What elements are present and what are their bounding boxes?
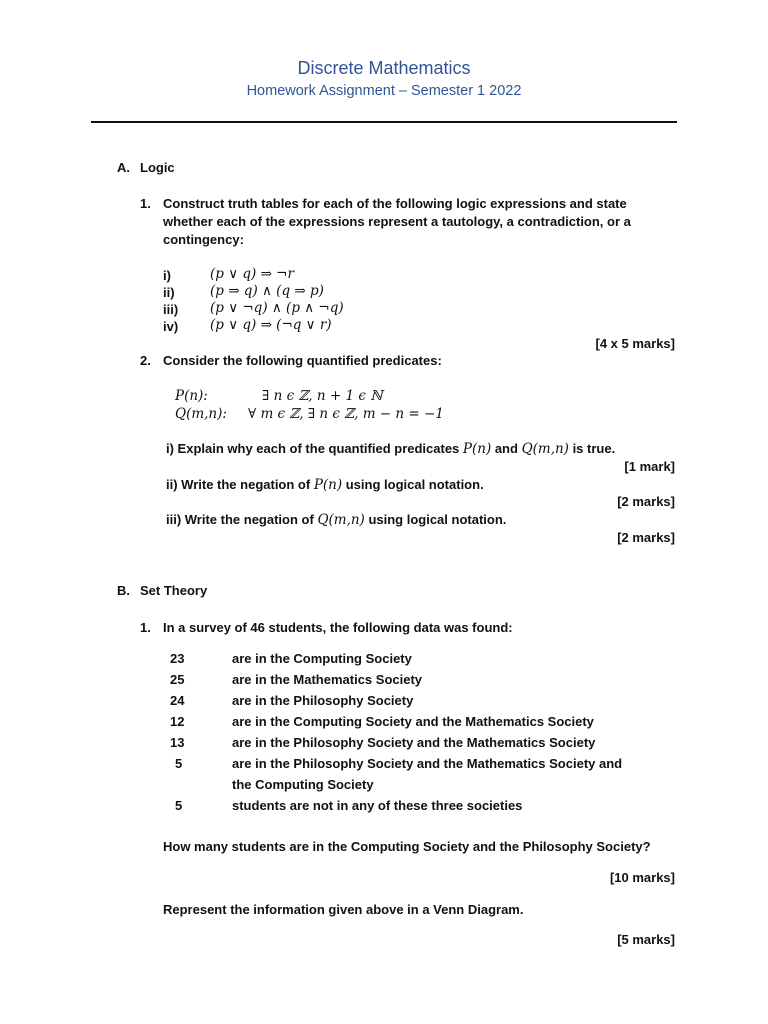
survey-count: 12	[170, 714, 185, 729]
survey-desc: are in the Philosophy Society and the Mathematics Society	[232, 735, 596, 750]
predicate-p-name: P(n):	[175, 388, 208, 404]
question-a2-part-iii	[166, 512, 506, 528]
part-iii-marks: [2 marks]	[617, 530, 675, 545]
part-iii-suffix: using logical notation.	[364, 512, 507, 527]
part-iii-prefix: iii) Write the negation of	[166, 512, 318, 527]
survey-desc: are in the Philosophy Society and the Mathematics Society and	[232, 756, 623, 771]
expr-label-ii: ii)	[163, 285, 175, 300]
part-ii-marks: [2 marks]	[617, 494, 675, 509]
survey-desc-continued: the Computing Society	[232, 777, 374, 792]
survey-count: 5	[175, 798, 183, 813]
question-a1-line-2: whether each of the expressions represent a tautology, a contradiction, or a	[163, 214, 631, 229]
survey-count: 23	[170, 651, 185, 666]
question-b1-ask-marks: [10 marks]	[609, 870, 675, 885]
question-b1-venn: Represent the information given above in a Venn Diagram.	[163, 902, 524, 917]
question-a2-text: Consider the following quantified predicates:	[163, 353, 442, 368]
survey-desc: are in the Mathematics Society	[232, 672, 423, 687]
part-ii-math-p: P(n)	[313, 477, 343, 493]
predicate-p-expression: ∃ n ϵ ℤ, n + 1 ϵ ℕ	[262, 388, 383, 404]
survey-count: 24	[170, 693, 185, 708]
page-subtitle: Homework Assignment – Semester 1 2022	[246, 83, 522, 99]
question-b1-venn-marks: [5 marks]	[617, 932, 675, 947]
part-i-marks: [1 mark]	[624, 459, 675, 474]
expr-label-iv: iv)	[163, 319, 179, 334]
predicate-q-expression: ∀ m ϵ ℤ, ∃ n ϵ ℤ, m − n = −1	[248, 406, 444, 422]
survey-count: 5	[175, 756, 183, 771]
question-b1-ask: How many students are in the Computing Society and the Philosophy Society?	[163, 839, 651, 854]
section-a-letter: A.	[117, 160, 130, 175]
expr-label-i: i)	[163, 268, 171, 283]
part-ii-prefix: ii) Write the negation of	[166, 477, 314, 492]
question-b1-text: In a survey of 46 students, the following data was found:	[163, 620, 513, 635]
part-i-mid: and	[491, 441, 522, 456]
predicate-q-name: Q(m,n):	[175, 406, 227, 422]
question-b1-number: 1.	[140, 620, 151, 635]
question-a1-line-3: contingency:	[163, 232, 244, 247]
part-i-math-q: Q(m,n)	[521, 441, 569, 457]
logic-expression-i: (p ∨ q) ⇒ ¬r	[210, 266, 294, 282]
survey-count: 13	[170, 735, 185, 750]
logic-expression-iv: (p ∨ q) ⇒ (¬q ∨ r)	[210, 317, 332, 333]
logic-expression-iii: (p ∨ ¬q) ∧ (p ∧ ¬q)	[210, 300, 344, 316]
survey-count: 25	[170, 672, 185, 687]
page-title: Discrete Mathematics	[297, 58, 471, 78]
part-ii-suffix: using logical notation.	[342, 477, 484, 492]
survey-desc: are in the Computing Society and the Mathematics Society	[232, 714, 594, 729]
part-iii-math-q: Q(m,n)	[317, 512, 365, 528]
section-b-heading: Set Theory	[140, 583, 208, 598]
section-b-letter: B.	[117, 583, 130, 598]
question-a2-part-ii	[166, 477, 484, 493]
question-a2-number: 2.	[140, 353, 151, 368]
question-a1-line-1: Construct truth tables for each of the following logic expressions and state	[163, 196, 627, 211]
survey-desc: are in the Philosophy Society	[232, 693, 414, 708]
survey-desc: students are not in any of these three societies	[232, 798, 523, 813]
question-a2-part-i	[166, 441, 615, 457]
expr-label-iii: iii)	[163, 302, 179, 317]
question-a1-marks: [4 x 5 marks]	[595, 336, 675, 351]
logic-expression-ii: (p ⇒ q) ∧ (q ⇒ p)	[210, 283, 324, 299]
part-i-prefix: i) Explain why each of the quantified predicates	[166, 441, 463, 456]
section-a-heading: Logic	[140, 160, 175, 175]
part-i-math-p: P(n)	[462, 441, 492, 457]
header-divider	[91, 121, 677, 123]
question-a1-number: 1.	[140, 196, 151, 211]
survey-desc: are in the Computing Society	[232, 651, 412, 666]
part-i-suffix: is true.	[568, 441, 616, 456]
